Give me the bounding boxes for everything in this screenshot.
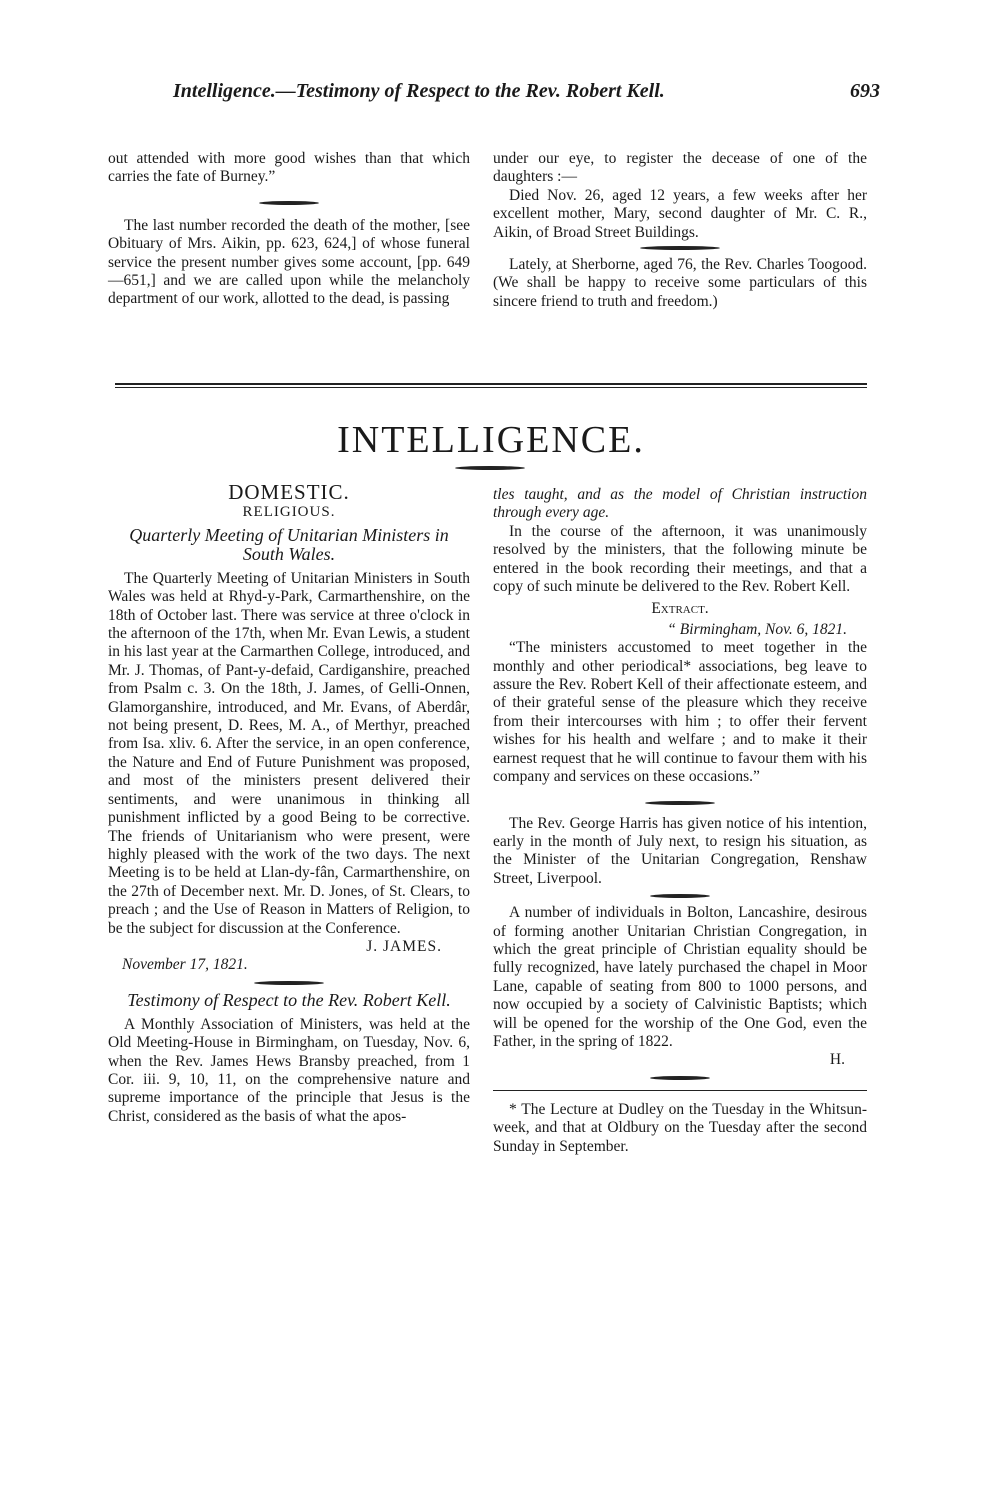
extract-heading: Extract. [651, 600, 709, 618]
religious-heading: RELIGIOUS. [242, 504, 336, 521]
ornament-rule [640, 246, 720, 250]
bolton-notice: A number of individuals in Bolton, Lancashire, desirous of forming another Unitarian Christian Congregation, in which the great principle of Christian equality should be fully recognized, have lately purchased the chapel in Moor Lane, capable of seating from 800 to 1000 persons, and now occupied by a society of Calvinistic Baptists; which will be opened for the worship of the One God, even the Father, in the spring of 1822. [493, 904, 867, 1050]
testimony-continued: tles taught, and as the model of Christian instruction through every age. [493, 486, 867, 522]
main-title: INTELLIGENCE. [337, 419, 645, 461]
right-column [493, 486, 867, 1156]
testimony-text: A Monthly Association of Ministers, was held at the Old Meeting-House in Birmingham, on Tuesday, Nov. 6, when the Rev. James Hews Bransby preached, from 1 Cor. iii. 9, 10, 11, on the comprehensive nature and supreme importance of the principle that Jesus is the Christ, considered as the basis of what the apos- [108, 1015, 470, 1125]
meeting-heading: Quarterly Meeting of Unitarian Ministers in South Wales. [129, 524, 449, 564]
top-right-para-1: under our eye, to register the decease of one of the daughters :— [493, 150, 867, 186]
running-title: Intelligence.—Testimony of Respect to the Rev. Robert Kell. [173, 80, 665, 102]
resolution-text: In the course of the afternoon, it was unanimously resolved by the ministers, that the following minute be entered in the book recording their meetings, and that a copy of such minute be delivered to the Rev. Robert Kell. [493, 522, 867, 596]
top-right-para-2: Died Nov. 26, aged 12 years, a few weeks after her excellent mother, Mary, second daughter of Mr. C. R., Aikin, of Broad Street Buildings. [493, 186, 867, 241]
extract-quote: “The ministers accustomed to meet together in the monthly and other periodical* associations, beg leave to assure the Rev. Robert Kell of their affectionate esteem, and of their grateful sense of the pleasure which they receive from their intercourses with him ; to offer their fervent wishes for his health and welfare ; and to make it their earnest request that he will continue to favour them with his company and services on these occasions.” [493, 639, 867, 786]
extract-date: “ Birmingham, Nov. 6, 1821. [667, 620, 847, 638]
footnote: * The Lecture at Dudley on the Tuesday in the Whitsun-week, and that at Oldbury on the Tuesday after the second Sunday in September. [493, 1100, 867, 1155]
domestic-heading: DOMESTIC. [228, 480, 350, 504]
footnote-rule [493, 1090, 867, 1091]
harris-notice: The Rev. George Harris has given notice of his intention, early in the month of July next, to resign his situation, as the Minister of the Unitarian Congregation, Renshaw Street, Liverpool. [493, 814, 867, 887]
ornament-rule [259, 201, 319, 205]
section-divider [115, 383, 867, 388]
ornament-rule [455, 466, 525, 470]
top-right-para-3: Lately, at Sherborne, aged 76, the Rev. Charles Toogood. (We shall be happy to receive some particulars of this sincere friend to truth and freedom.) [493, 256, 867, 310]
ornament-rule [650, 1076, 710, 1080]
top-left-para-1: out attended with more good wishes than that which carries the fate of Burney.” [108, 150, 470, 186]
bolton-signature: H. [829, 1051, 845, 1069]
ornament-rule [650, 894, 710, 898]
ornament-rule [254, 981, 324, 985]
testimony-heading: Testimony of Respect to the Rev. Robert Kell. [127, 989, 451, 1010]
signature: J. JAMES. [366, 937, 442, 955]
date-line: November 17, 1821. [122, 956, 248, 974]
page-number: 693 [850, 80, 880, 102]
left-column [108, 480, 470, 1126]
top-right-column [493, 150, 867, 311]
ornament-rule [645, 801, 715, 805]
meeting-text: The Quarterly Meeting of Unitarian Ministers in South Wales was held at Rhyd-y-Park, Carmarthenshire, on the 18th of October last. There was service at three o'clock in the afternoon of the 17th, when Mr. Evan Lewis, a student in his last year at the Carmarthen College, introduced, and Mr. J. Thomas, of Pant-y-defaid, Cardiganshire, preached from Psalm c. 3. On the 18th, J. James, of Gelli-Onnen, Glamorganshire, introduced, and Mr. Evans, of Aberdâr, not being present, D. Rees, M. A., of Merthyr, preached from Isa. xliv. 6. After the service, in an open conference, the Nature and End of Future Punishment was proposed, and most of the ministers present delivered their sentiments, and were unanimous in thinking all punishment inflicted by a good Being to be corrective. The friends of Unitarianism who were present, were highly pleased with the work of the two days. The next Meeting is to be held at Llan-dy-fân, Carmarthenshire, on the 27th of December next. Mr. D. Jones, of St. Clears, to preach ; and the Use of Reason in Matters of Religion, to be the subject for discussion at the Conference. [108, 569, 470, 937]
running-header [115, 80, 880, 106]
top-left-column [108, 150, 470, 309]
top-left-para-2: The last number recorded the death of the mother, [see Obituary of Mrs. Aikin, pp. 623, 624,] of whose funeral service the present number gives some account, [pp. 649—651,] and we are called upon while the melancholy department of our work, allotted to the dead, is passing [108, 216, 470, 308]
